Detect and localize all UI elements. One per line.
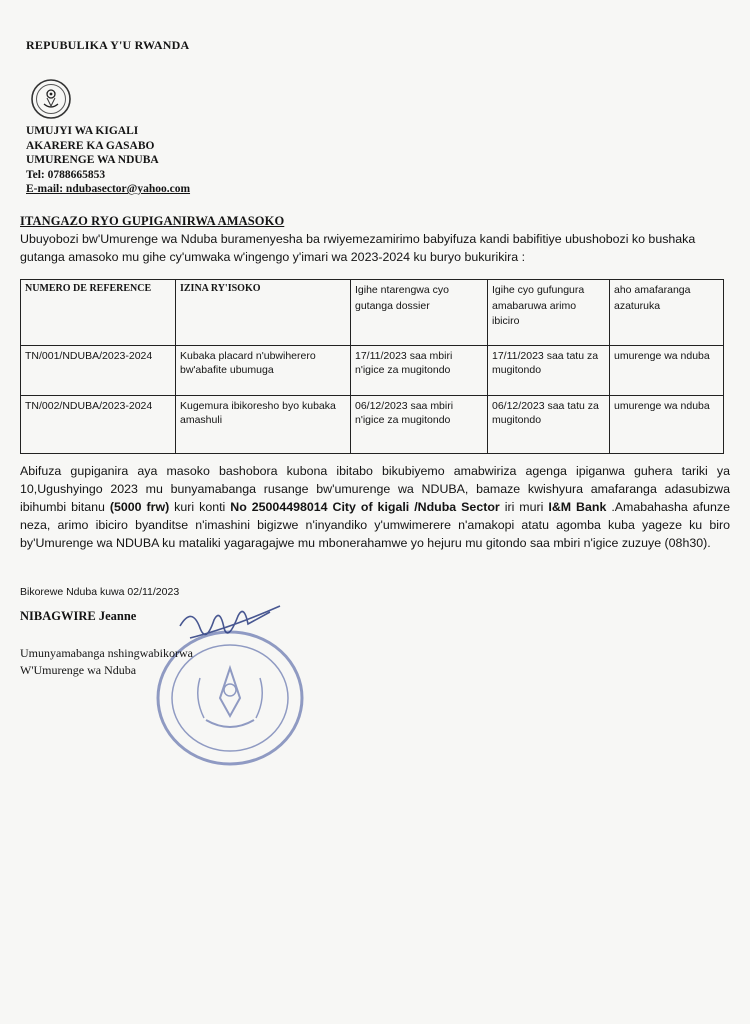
address-sector: UMURENGE WA NDUBA [26, 154, 159, 166]
header-reference: NUMERO DE REFERENCE [21, 280, 176, 346]
header-funding-source: aho amafaranga azaturuka [610, 280, 724, 346]
signer-title-line-1: Umunyamabanga nshingwabikorwa [20, 646, 193, 660]
instructions-part-2: kuri konti [169, 500, 231, 514]
rwanda-emblem-icon [30, 78, 72, 120]
cell-funding-source: umurenge wa nduba [610, 346, 724, 396]
instructions-part-3: iri muri [499, 500, 549, 514]
address-city: UMUJYI WA KIGALI [26, 125, 139, 137]
address-district: AKARERE KA GASABO [26, 139, 155, 152]
address-email[interactable]: E-mail: ndubasector@yahoo.com [26, 183, 191, 195]
signer-name: NIBAGWIRE Jeanne [20, 609, 137, 623]
address-block [26, 124, 190, 197]
cell-submission-deadline: 06/12/2023 saa mbiri n'igice za mugitondo [351, 396, 488, 454]
country-name: REPUBULIKA Y'U RWANDA [26, 38, 190, 52]
table-row [21, 346, 724, 396]
issue-date: Bikorewe Nduba kuwa 02/11/2023 [20, 586, 180, 598]
cell-tender-name: Kubaka placard n'ubwiherero bw'abafite ubumuga [176, 346, 351, 396]
bank-account: No 25004498014 City of kigali /Nduba Sector [230, 500, 500, 514]
header-opening-date: Igihe cyo gufungura amabaruwa arimo ibiciro [488, 280, 610, 346]
notice-intro: Ubuyobozi bw'Umurenge wa Nduba buramenyesha ba rwiyemezamirimo babyifuza kandi babifitiye ubushobozi ko bushaka gutanga amasoko mu gihe cy'umwaka w'ingengo y'imari wa 2023-2024 ku buryo bukurikira : [20, 232, 696, 264]
cell-opening-date: 17/11/2023 saa tatu za mugitondo [488, 346, 610, 396]
signer-title-line-2: W'Umurenge wa Nduba [20, 662, 137, 677]
table-row [21, 396, 724, 454]
bank-name: I&M Bank [548, 500, 607, 514]
cell-tender-name: Kugemura ibikoresho byo kubaka amashuli [176, 396, 351, 454]
cell-submission-deadline: 17/11/2023 saa mbiri n'igice za mugitondo [351, 346, 488, 396]
instructions-part-4: .Amabahasha afunze neza, arimo ibiciro byanditse n'imashini bigizwe n'inyandiko y'umwimerere n'amakopi atatu agomba kuba yageze ku biro by'Umurenge wa NDUBA ku mataliki yagaragajwe mu mbonerahamwe yo hejuru mu gitondo saa mbiri n'igice zuzuye (08h30). [20, 500, 730, 550]
official-stamp-icon [120, 598, 310, 768]
cell-funding-source: umurenge wa nduba [610, 396, 724, 454]
header-submission-deadline: Igihe ntarengwa cyo gutanga dossier [351, 280, 488, 346]
cell-reference: TN/001/NDUBA/2023-2024 [21, 346, 176, 396]
header-tender-name: IZINA RY'ISOKO [176, 280, 351, 346]
tender-table [20, 279, 724, 454]
instructions-paragraph [20, 462, 730, 552]
notice-title: ITANGAZO RYO GUPIGANIRWA AMASOKO [20, 214, 285, 228]
address-phone: Tel: 0788665853 [26, 168, 106, 181]
signer-title [20, 645, 193, 678]
cell-opening-date: 06/12/2023 saa tatu za mugitondo [488, 396, 610, 454]
cell-reference: TN/002/NDUBA/2023-2024 [21, 396, 176, 454]
fee-amount: (5000 frw) [109, 500, 170, 514]
instructions-part-1: Abifuza gupiganira aya masoko bashobora kubona ibitabo bikubiyemo amabwiriza agenga ipiganwa guhera tariki ya 10,Ugushyingo 2023 mu bunyamabanga rusange bw'umurenge wa NDUBA, bamaze kwishyura amafaranga adasubizwa ibihumbi bitanu [20, 464, 730, 514]
